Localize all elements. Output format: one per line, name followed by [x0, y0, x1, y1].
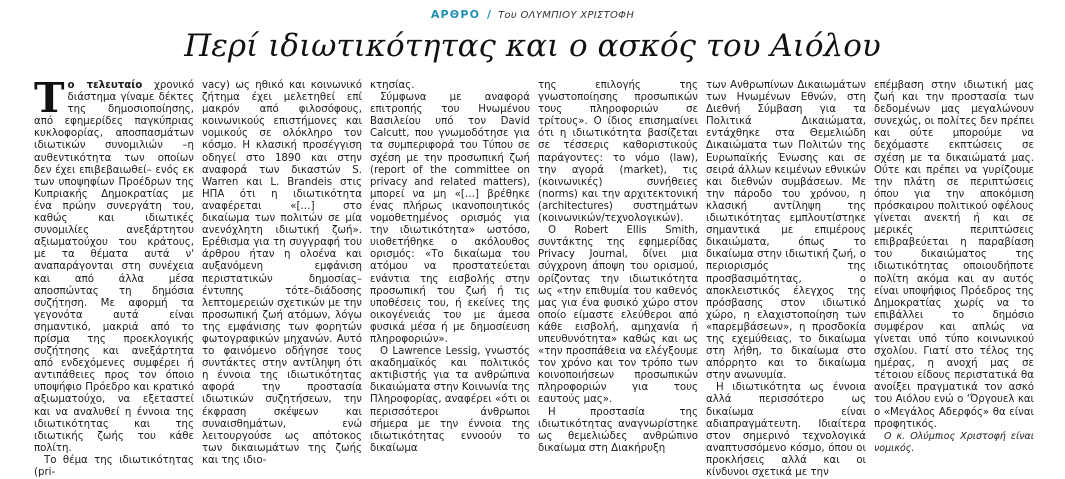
section-separator: / — [486, 8, 492, 21]
section-header — [0, 8, 1065, 23]
article-title: Περί ιδιωτικότητας και ο ασκός του Αιόλου — [184, 28, 881, 64]
byline: Του ΟΛΥΜΠΙΟΥ ΧΡΙΣΤΟΦΗ — [498, 10, 635, 21]
paragraph: vacy) ως ηθικό και κοινωνικό ζήτημα έχει μελετηθεί επί μακρόν από φιλοσόφους, κοινωνικούς επιστήμονες και νομικούς σε ολόκληρο τον κόσμο. Η κλασική προσέγγιση οδηγεί στο 1890 και στην αναφορά των δικαστών S. Warren και L. Brandeis στις ΗΠΑ ότι η ιδιωτικότητα αναφέρεται «[…] στο δικαίωμα των πολιτών σε μία ανενόχλητη ιδιωτική ζωή». Ερέθισμα για τη συγγραφή του άρθρου ήταν η ολοένα και αυξανόμενη εμφάνιση περιστατικών δημοσίας–έντυπης τότε–διάδοσης λεπτομερειών σχετικών με την προσωπική ζωή ατόμων, λόγω της εμφάνισης των φορητών φωτογραφικών μηχανών. Αυτό το φαινόμενο οδήγησε τους συντάκτες στην αντίληψη ότι η έννοια της ιδιωτικότητας αφορά την προστασία ιδιωτικών συζητήσεων, την έκφραση σκέψεων και συναισθημάτων, ενώ λειτουργούσε ως απότοκος των δικαιωμάτων της ζωής και της ιδιο- — [202, 80, 362, 466]
paragraph: Η προστασία της ιδιωτικότητας αναγνωρίστηκε ως θεμελιώδες ανθρώπινο δικαίωμα στη Διακήρυξη — [538, 406, 698, 454]
lead-words: ο τελευταίο — [67, 80, 143, 91]
column-1 — [34, 74, 194, 478]
section-label: ΑΡΘΡΟ — [430, 8, 481, 21]
paragraph: Σύμφωνα με αναφορά επιτροπής του Ηνωμένου Βασιλείου υπό τον David Calcutt, που γνωμοδότησε για τα συμπεριφορά του Τύπου σε σχέση με την προσωπική ζωή (report of the committee on privacy and related matters), μπορεί να μη «[…] βρέθηκε ένας πλήρως ικανοποιητικός νομοθετημένος ορισμός για την ιδιωτικότητα» ωστόσο, υιοθετήθηκε ο ακόλουθος ορισμός: «Το δικαίωμα του ατόμου να προστατεύεται ενάντια της εισβολής στην προσωπική του ζωή ή τις υποθέσεις του, ή εκείνες της οικογένειάς του με άμεσα φυσικά μέσα ή με δημοσίευση πληροφοριών». — [370, 92, 530, 345]
paragraph: των Ανθρωπίνων Δικαιωμάτων των Ηνωμένων Εθνών, στη Διεθνή Σύμβαση για τα Πολιτικά Δικαιώματα, εντάχθηκε στα Θεμελιώδη Δικαιώματα των Πολιτών της Ευρωπαϊκής Ένωσης και σε σειρά άλλων κειμένων εθνικών και διεθνών συμβάσεων. Με την πάροδο του χρόνου, η κλασική αντίληψη της ιδιωτικότητας εμπλουτίστηκε σημαντικά με επιμέρους δικαιώματα, όπως το δικαίωμα στην ιδιωτική ζωή, ο περιορισμός της προσβασιμότητας, ο αποκλειστικός έλεγχος της πρόσβασης στον ιδιωτικό χώρο, η ελαχιστοποίηση των «παρεμβάσεων», η προσδοκία της εχεμύθειας, το δικαίωμα στη λήθη, το δικαίωμα στο απόρρητο και το δικαίωμα στην ανωνυμία. — [706, 80, 866, 382]
article-body — [34, 74, 1034, 478]
column-4 — [538, 80, 698, 454]
paragraph: Το θέμα της ιδιωτικότητας (pri- — [34, 454, 194, 478]
drop-cap: Τ — [34, 74, 65, 122]
paragraph: Ο Lawrence Lessig, γνωστός ακαδημαϊκός και πολιτικός ακτιβιστής για τα ανθρώπινα δικαιώματα στην Κοινωνία της Πληροφορίας, αναφέρει «ότι οι περισσότεροι άνθρωποι σήμερα με την έννοια της ιδιωτικότητας εννοούν το δικαίωμα — [370, 346, 530, 454]
paragraph: επέμβαση στην ιδιωτική μας ζωή και την προστασία των δεδομένων μας μεγαλώνουν συνεχώς, οι πολίτες δεν πρέπει και ούτε μπορούμε να δεχόμαστε εκπτώσεις σε σχέση με τα δικαιώματά μας. Ούτε και πρέπει να γυρίζουμε την πλάτη σε περιπτώσεις όπου για την αποκόμιση πρόσκαιρου πολιτικού οφέλους γίνεται ανεκτή ή και σε μερικές περιπτώσεις επιβραβεύεται η παραβίαση του δικαιώματος της ιδιωτικότητας οποιουδήποτε πολίτη ακόμα και αν αυτός είναι υποψήφιος Πρόεδρος της Δημοκρατίας χωρίς να το επιβάλλει το δημόσιο συμφέρον και απλώς να γίνεται υπό τύπο κοινωνικού σχολίου. Γιατί στο τέλος της ημέρας, η ανοχή μας σε τέτοιου είδους περιστατικά θα ανοίξει πραγματικά τον ασκό του Αιόλου ενώ ο ‘Όργουελ και ο «Μεγάλος Αδερφός» θα είναι προφητικός. — [874, 80, 1034, 430]
paragraph — [34, 74, 194, 455]
paragraph: Ο Robert Ellis Smith, συντάκτης της εφημερίδας Privacy Journal, δίνει μια σύγχρονη άποψη του ορισμού, ορίζοντας την ιδιωτικότητα ως «την επιθυμία του καθενός μας για ένα φυσικό χώρο στον οποίο είμαστε ελεύθεροι από κάθε εισβολή, αμηχανία ή υπευθυνότητα» καθώς και ως «την προσπάθεια να ελέγξουμε τον χρόνο και τον τρόπο των κοινοποιήσεων προσωπικών πληροφοριών για τους εαυτούς μας». — [538, 225, 698, 406]
column-2 — [202, 80, 362, 466]
paragraph: Η ιδιωτικότητα ως έννοια αλλά περισσότερο ως δικαίωμα είναι αδιαπραγμάτευτη. Ιδιαίτερα στον σημερινό τεχνολογικά αναπτυσσόμενο κόσμο, όπου οι προκλήσεις αλλά και οι κίνδυνοι σχετικά με την — [706, 382, 866, 478]
column-5 — [706, 80, 866, 478]
column-6 — [874, 80, 1034, 454]
paragraph: κτησίας. — [370, 80, 415, 91]
paragraph-text: χρονικό διάστημα γίναμε δέκτες της δημοσιοποίησης, από εφημερίδες παγκύπριας κυκλοφορίας, αποσπασμάτων ιδιωτικών συνομιλιών –η αυθεντικότητα των οποίων δεν έχει επιβεβαιωθεί– ενός εκ των υποψηφίων Προέδρων της Κυπριακής Δημοκρατίας με ένα πρώην συνεργάτη του, καθώς και ιδιωτικές συνομιλίες ανεξάρτητου αξιωματούχου του κράτους, με τα θέματα αυτά ν' αναπαράγονται στη συνέχεια και από άλλα μέσα αποσπώντας τη δημόσια συζήτηση. Με αφορμή τα γεγονότα αυτά είναι σημαντικό, μακριά από το πρίσμα της προεκλογικής συζήτησης και ανεξάρτητα από ενδεχόμενες συμφέρει ή αντιπάθειες προς τον όποιο υποψήφιο Πρόεδρο και κρατικό αξιωματούχο, να εξεταστεί και να αναλυθεί η έννοια της ιδιωτικότητας και της ιδιωτικής ζωής του κάθε πολίτη. — [34, 80, 194, 454]
author-note: Ο κ. Ολύμπιος Χριστοφή είναι νομικός. — [874, 430, 1034, 454]
paragraph: της επιλογής της γνωστοποίησης προσωπικών τους πληροφοριών σε τρίτους». Ο ίδιος επισημαίνει ότι η ιδιωτικότητα βασίζεται σε τέσσερις καθοριστικούς παράγοντες: το νόμο (law), την αγορά (market), τις (κοινωνικές) συνήθειες (norms) και την αρχιτεκτονική (architectures) συστημάτων (κοινωνικών/τεχνολογικών). — [538, 80, 698, 225]
column-3 — [370, 80, 530, 454]
